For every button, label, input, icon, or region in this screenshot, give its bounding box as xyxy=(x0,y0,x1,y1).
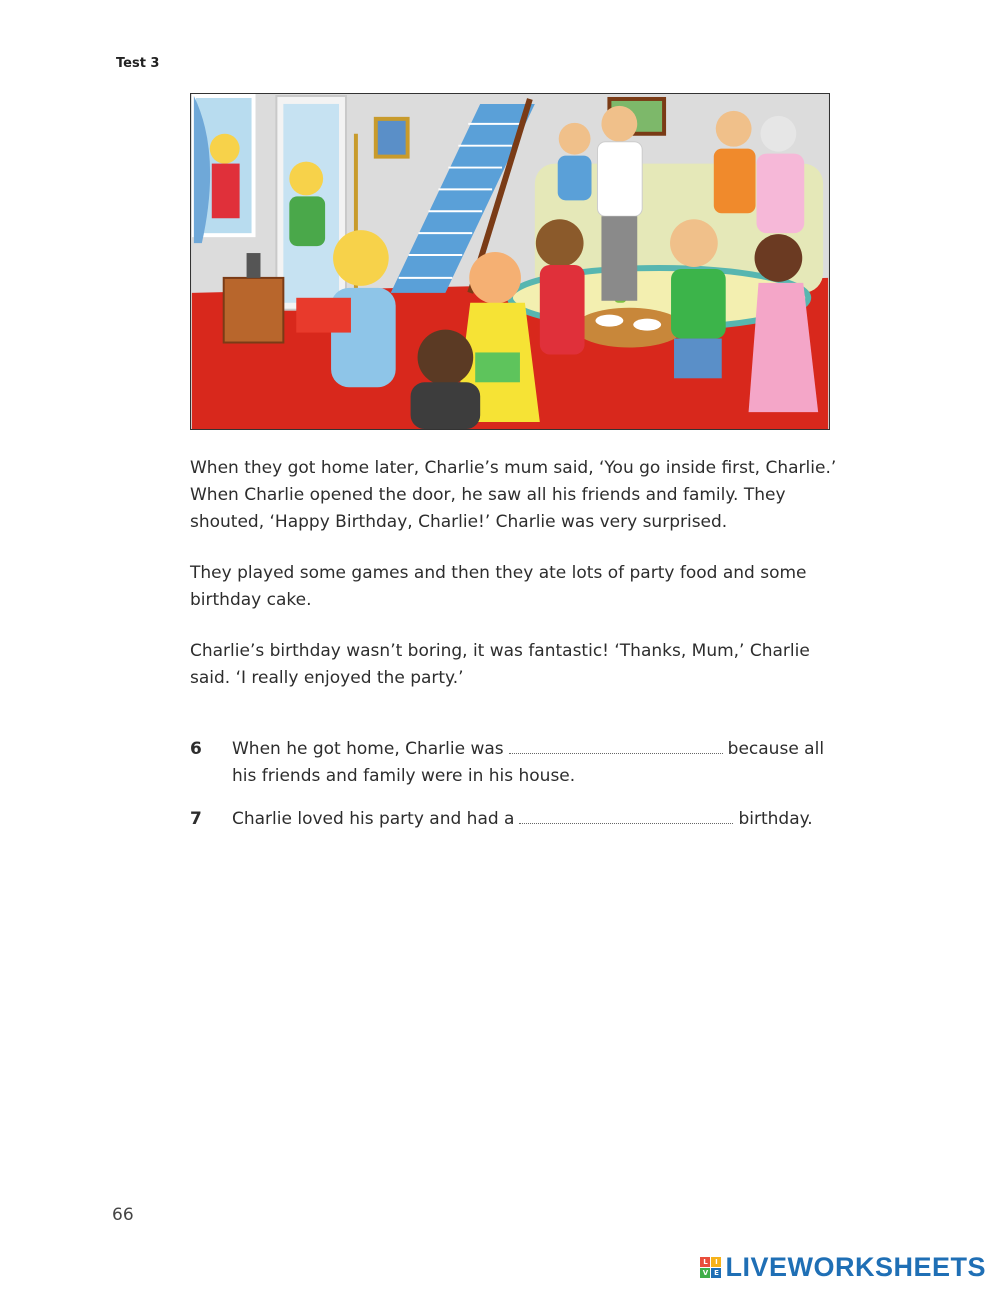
party-table xyxy=(575,308,684,348)
liveworksheets-brand xyxy=(700,1252,986,1283)
logo-letter: V xyxy=(700,1268,710,1278)
answer-blank-6[interactable] xyxy=(509,738,723,754)
boy-red-top xyxy=(536,219,585,354)
question-number: 7 xyxy=(190,809,202,829)
question-text xyxy=(232,806,840,833)
telephone xyxy=(247,253,261,278)
logo-letter: I xyxy=(711,1257,721,1267)
story-paragraph: Charlie’s birthday wasn’t boring, it was fantastic! ‘Thanks, Mum,’ Charlie said. ‘I really enjoyed the party.’ xyxy=(190,641,810,688)
question-number: 6 xyxy=(190,739,202,759)
question-text xyxy=(232,736,840,790)
food-plate xyxy=(633,319,661,331)
liveworksheets-logo-icon xyxy=(700,1257,721,1278)
question-item xyxy=(190,736,840,790)
question-text-after: birthday. xyxy=(738,809,813,829)
food-plate xyxy=(595,315,623,327)
question-text-after: because all his friends and family were in his house. xyxy=(232,739,825,786)
answer-blank-7[interactable] xyxy=(519,808,733,824)
logo-letter: L xyxy=(700,1257,710,1267)
wall-picture xyxy=(376,119,408,157)
party-scene xyxy=(191,94,829,429)
story-text xyxy=(190,455,840,716)
questions-list xyxy=(190,736,840,849)
girl-at-window xyxy=(210,134,240,218)
boy-green-shirt xyxy=(670,219,726,378)
story-paragraph: When they got home later, Charlie’s mum said, ‘You go inside first, Charlie.’ When Charlie opened the door, he saw all his friends and family. They shouted, ‘Happy Birthday, Charlie!’ Charlie was very surprised. xyxy=(190,458,837,532)
question-item xyxy=(190,806,840,833)
brand-name: LIVEWORKSHEETS xyxy=(725,1252,986,1282)
question-text-before: When he got home, Charlie was xyxy=(232,739,504,759)
test-label: Test 3 xyxy=(116,56,160,71)
side-cabinet xyxy=(224,278,284,343)
page-number: 66 xyxy=(112,1205,134,1225)
question-text-before: Charlie loved his party and had a xyxy=(232,809,515,829)
story-paragraph: They played some games and then they ate lots of party food and some birthday cake. xyxy=(190,563,807,610)
logo-letter: E xyxy=(711,1268,721,1278)
boy-at-door xyxy=(289,162,325,246)
party-illustration xyxy=(190,93,830,430)
boy-on-stairs xyxy=(558,123,592,201)
